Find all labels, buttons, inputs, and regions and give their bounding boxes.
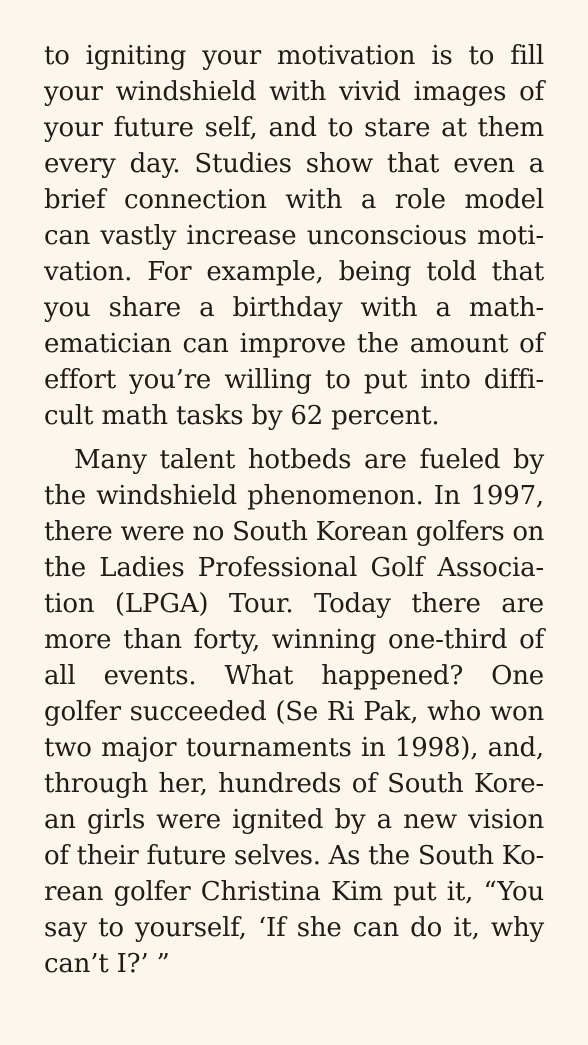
text-line: every day. Studies show that even a <box>44 149 544 179</box>
text-line: more than forty, winning one-third of <box>44 625 544 655</box>
text-line: the Ladies Professional Golf Associa- <box>44 553 544 583</box>
text-line: vation. For example, being told that <box>44 257 544 287</box>
text-line: all events. What happened? One <box>44 661 544 691</box>
text-line: brief connection with a role model <box>44 185 544 215</box>
text-line: your future self, and to stare at them <box>44 113 544 143</box>
text-line: the windshield phenomenon. In 1997, <box>44 481 544 511</box>
text-line: golfer succeeded (Se Ri Pak, who won <box>44 697 544 727</box>
text-line: ematician can improve the amount of <box>44 329 544 359</box>
text-line: can’t I?’ ” <box>44 949 170 979</box>
text-line: say to yourself, ‘If she can do it, why <box>44 913 544 943</box>
text-line: effort you’re willing to put into diffi- <box>44 365 544 395</box>
text-line: an girls were ignited by a new vision <box>44 805 544 835</box>
book-page <box>44 38 544 982</box>
text-line: your windshield with vivid images of <box>44 77 544 107</box>
text-line: two major tournaments in 1998), and, <box>44 733 544 763</box>
text-line: there were no South Korean golfers on <box>44 517 544 547</box>
text-line: tion (LPGA) Tour. Today there are <box>44 589 544 619</box>
text-line: cult math tasks by 62 percent. <box>44 401 440 431</box>
text-line: of their future selves. As the South Ko- <box>44 841 544 871</box>
text-line: you share a birthday with a math- <box>44 293 544 323</box>
text-line: Many talent hotbeds are fueled by <box>74 445 544 475</box>
paragraph-2 <box>44 442 544 982</box>
text-line: can vastly increase unconscious moti- <box>44 221 544 251</box>
text-line: through her, hundreds of South Kore- <box>44 769 544 799</box>
text-line: to igniting your motivation is to fill <box>44 41 544 71</box>
paragraph-1 <box>44 38 544 434</box>
paragraph-gap <box>44 434 544 442</box>
text-line: rean golfer Christina Kim put it, “You <box>44 877 544 907</box>
